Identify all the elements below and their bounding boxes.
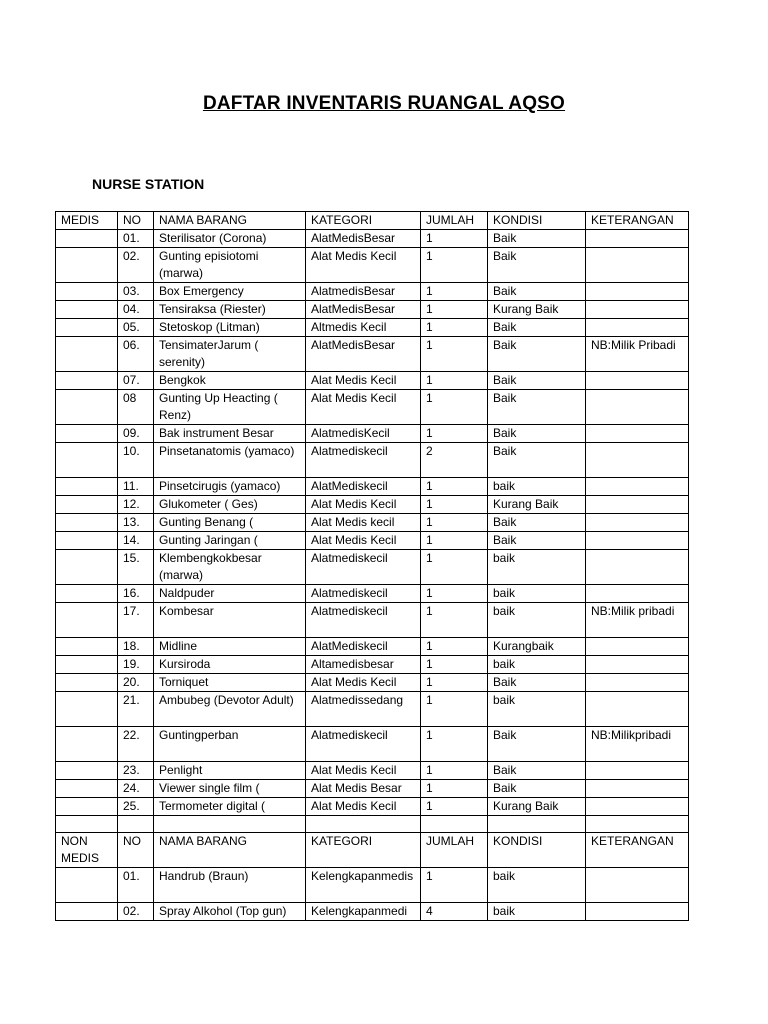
- inventory-table-body: [56, 212, 689, 921]
- item-quantity: 1: [421, 478, 488, 496]
- item-condition: Kurang Baik: [488, 301, 586, 319]
- table-row: [56, 585, 689, 603]
- table-row: [56, 337, 689, 372]
- table-row: [56, 514, 689, 532]
- table-row: [56, 230, 689, 248]
- item-notes: [586, 425, 689, 443]
- group-cell: [56, 656, 118, 674]
- item-condition: baik: [488, 692, 586, 727]
- item-category: Altamedisbesar: [306, 656, 421, 674]
- item-quantity: 1: [421, 638, 488, 656]
- item-name: Spray Alkohol (Top gun): [154, 903, 306, 921]
- column-header: KATEGORI: [306, 212, 421, 230]
- table-row: [56, 798, 689, 816]
- item-quantity: 1: [421, 390, 488, 425]
- non-medis-header-row: [56, 833, 689, 868]
- table-row: [56, 496, 689, 514]
- row-number: 12.: [118, 496, 154, 514]
- row-number: 02.: [118, 248, 154, 283]
- group-cell: [56, 638, 118, 656]
- column-header: KONDISI: [488, 833, 586, 868]
- table-row: [56, 903, 689, 921]
- item-notes: NB:Milik Pribadi: [586, 337, 689, 372]
- row-number: 15.: [118, 550, 154, 585]
- column-header: NAMA BARANG: [154, 833, 306, 868]
- table-row: [56, 727, 689, 762]
- item-category: AlatmedisBesar: [306, 283, 421, 301]
- item-notes: [586, 780, 689, 798]
- item-quantity: 1: [421, 692, 488, 727]
- item-category: Alatmediskecil: [306, 443, 421, 478]
- item-notes: NB:Milikpribadi: [586, 727, 689, 762]
- group-cell: [56, 478, 118, 496]
- row-number: 01.: [118, 230, 154, 248]
- group-cell: [56, 550, 118, 585]
- item-condition: baik: [488, 903, 586, 921]
- item-quantity: 1: [421, 762, 488, 780]
- item-condition: Baik: [488, 532, 586, 550]
- group-cell: [56, 868, 118, 903]
- item-category: Kelengkapanmedis: [306, 868, 421, 903]
- column-header: KATEGORI: [306, 833, 421, 868]
- item-category: Alat Medis Kecil: [306, 390, 421, 425]
- item-name: Handrub (Braun): [154, 868, 306, 903]
- row-number: 25.: [118, 798, 154, 816]
- item-condition: Baik: [488, 425, 586, 443]
- column-header: JUMLAH: [421, 212, 488, 230]
- table-row: [56, 301, 689, 319]
- item-quantity: 1: [421, 514, 488, 532]
- item-name: TensimaterJarum ( serenity): [154, 337, 306, 372]
- item-name: Ambubeg (Devotor Adult): [154, 692, 306, 727]
- table-row: [56, 762, 689, 780]
- item-quantity: 1: [421, 868, 488, 903]
- item-name: Stetoskop (Litman): [154, 319, 306, 337]
- group-cell: [56, 248, 118, 283]
- empty-cell: [488, 816, 586, 833]
- item-quantity: 1: [421, 674, 488, 692]
- row-number: 01.: [118, 868, 154, 903]
- item-condition: Baik: [488, 372, 586, 390]
- group-cell: [56, 727, 118, 762]
- table-row: [56, 780, 689, 798]
- item-notes: [586, 372, 689, 390]
- item-condition: baik: [488, 868, 586, 903]
- item-quantity: 1: [421, 798, 488, 816]
- group-cell: [56, 532, 118, 550]
- medis-header-row: [56, 212, 689, 230]
- item-category: AlatMedisBesar: [306, 301, 421, 319]
- item-category: Kelengkapanmedi: [306, 903, 421, 921]
- item-category: Alat Medis Kecil: [306, 248, 421, 283]
- group-cell: [56, 230, 118, 248]
- group-cell: [56, 585, 118, 603]
- item-condition: Kurangbaik: [488, 638, 586, 656]
- item-notes: [586, 692, 689, 727]
- item-quantity: 1: [421, 248, 488, 283]
- item-condition: Baik: [488, 674, 586, 692]
- item-notes: [586, 443, 689, 478]
- spacer-row: [56, 816, 689, 833]
- item-category: Alatmediskecil: [306, 603, 421, 638]
- column-header: NO: [118, 833, 154, 868]
- item-name: Gunting Jaringan (: [154, 532, 306, 550]
- row-number: 06.: [118, 337, 154, 372]
- item-notes: [586, 674, 689, 692]
- item-notes: [586, 656, 689, 674]
- item-name: Gunting episiotomi (marwa): [154, 248, 306, 283]
- empty-cell: [118, 816, 154, 833]
- row-number: 07.: [118, 372, 154, 390]
- item-quantity: 1: [421, 727, 488, 762]
- item-notes: NB:Milik pribadi: [586, 603, 689, 638]
- item-notes: [586, 283, 689, 301]
- group-cell: [56, 337, 118, 372]
- item-category: Alat Medis Kecil: [306, 762, 421, 780]
- item-name: Gunting Benang (: [154, 514, 306, 532]
- item-notes: [586, 762, 689, 780]
- item-category: AlatMediskecil: [306, 478, 421, 496]
- item-notes: [586, 532, 689, 550]
- group-cell: [56, 903, 118, 921]
- group-cell: [56, 372, 118, 390]
- item-quantity: 1: [421, 425, 488, 443]
- table-row: [56, 603, 689, 638]
- item-name: Klembengkokbesar (marwa): [154, 550, 306, 585]
- group-cell: [56, 443, 118, 478]
- row-number: 22.: [118, 727, 154, 762]
- item-condition: Baik: [488, 283, 586, 301]
- row-number: 09.: [118, 425, 154, 443]
- item-category: Alatmediskecil: [306, 585, 421, 603]
- item-category: Alat Medis Kecil: [306, 372, 421, 390]
- item-notes: [586, 514, 689, 532]
- group-cell: [56, 283, 118, 301]
- item-condition: Baik: [488, 337, 586, 372]
- item-name: Pinsetcirugis (yamaco): [154, 478, 306, 496]
- item-condition: Baik: [488, 514, 586, 532]
- group-cell: [56, 798, 118, 816]
- item-quantity: 1: [421, 283, 488, 301]
- row-number: 20.: [118, 674, 154, 692]
- row-number: 10.: [118, 443, 154, 478]
- group-cell: [56, 692, 118, 727]
- table-row: [56, 674, 689, 692]
- document-title: DAFTAR INVENTARIS RUANGAL AQSO: [202, 93, 566, 114]
- item-category: AlatMediskecil: [306, 638, 421, 656]
- item-category: Alat Medis Kecil: [306, 674, 421, 692]
- item-name: Penlight: [154, 762, 306, 780]
- item-condition: Baik: [488, 443, 586, 478]
- item-category: Alat Medis Kecil: [306, 532, 421, 550]
- item-notes: [586, 248, 689, 283]
- item-condition: Kurang Baik: [488, 798, 586, 816]
- row-number: 17.: [118, 603, 154, 638]
- table-row: [56, 372, 689, 390]
- row-number: 14.: [118, 532, 154, 550]
- row-number: 11.: [118, 478, 154, 496]
- table-row: [56, 638, 689, 656]
- section-title: NURSE STATION: [92, 176, 205, 192]
- item-name: Gunting Up Heacting ( Renz): [154, 390, 306, 425]
- item-quantity: 1: [421, 230, 488, 248]
- item-quantity: 1: [421, 301, 488, 319]
- item-quantity: 1: [421, 496, 488, 514]
- item-name: Bak instrument Besar: [154, 425, 306, 443]
- item-name: Kombesar: [154, 603, 306, 638]
- row-number: 02.: [118, 903, 154, 921]
- table-row: [56, 692, 689, 727]
- item-name: Pinsetanatomis (yamaco): [154, 443, 306, 478]
- item-category: Alatmediskecil: [306, 727, 421, 762]
- empty-cell: [56, 816, 118, 833]
- row-number: 21.: [118, 692, 154, 727]
- row-number: 05.: [118, 319, 154, 337]
- group-cell: [56, 496, 118, 514]
- table-row: [56, 283, 689, 301]
- column-header: KETERANGAN: [586, 212, 689, 230]
- item-notes: [586, 903, 689, 921]
- group-cell: [56, 603, 118, 638]
- item-notes: [586, 496, 689, 514]
- item-notes: [586, 230, 689, 248]
- item-category: AlatmedisKecil: [306, 425, 421, 443]
- empty-cell: [306, 816, 421, 833]
- table-row: [56, 443, 689, 478]
- empty-cell: [421, 816, 488, 833]
- item-quantity: 1: [421, 550, 488, 585]
- item-quantity: 1: [421, 372, 488, 390]
- table-row: [56, 868, 689, 903]
- item-name: Viewer single film (: [154, 780, 306, 798]
- row-number: 03.: [118, 283, 154, 301]
- item-notes: [586, 390, 689, 425]
- item-condition: Baik: [488, 762, 586, 780]
- group-cell: [56, 514, 118, 532]
- item-name: Tensiraksa (Riester): [154, 301, 306, 319]
- item-category: Altmedis Kecil: [306, 319, 421, 337]
- table-row: [56, 390, 689, 425]
- item-notes: [586, 478, 689, 496]
- column-header: MEDIS: [56, 212, 118, 230]
- item-condition: Baik: [488, 390, 586, 425]
- column-header: NAMA BARANG: [154, 212, 306, 230]
- item-name: Glukometer ( Ges): [154, 496, 306, 514]
- group-cell: [56, 319, 118, 337]
- item-name: Naldpuder: [154, 585, 306, 603]
- item-quantity: 2: [421, 443, 488, 478]
- item-condition: baik: [488, 550, 586, 585]
- item-quantity: 1: [421, 337, 488, 372]
- item-condition: Baik: [488, 230, 586, 248]
- table-row: [56, 248, 689, 283]
- item-condition: Baik: [488, 780, 586, 798]
- group-cell: [56, 301, 118, 319]
- item-quantity: 1: [421, 319, 488, 337]
- row-number: 19.: [118, 656, 154, 674]
- item-notes: [586, 585, 689, 603]
- item-notes: [586, 638, 689, 656]
- item-category: AlatMedisBesar: [306, 337, 421, 372]
- row-number: 13.: [118, 514, 154, 532]
- item-name: Termometer digital (: [154, 798, 306, 816]
- item-quantity: 1: [421, 780, 488, 798]
- table-row: [56, 532, 689, 550]
- group-cell: [56, 674, 118, 692]
- item-quantity: 1: [421, 532, 488, 550]
- item-category: Alat Medis Kecil: [306, 496, 421, 514]
- inventory-table: [55, 211, 689, 921]
- empty-cell: [586, 816, 689, 833]
- row-number: 08: [118, 390, 154, 425]
- empty-cell: [154, 816, 306, 833]
- item-condition: baik: [488, 585, 586, 603]
- item-notes: [586, 319, 689, 337]
- item-name: Guntingperban: [154, 727, 306, 762]
- item-notes: [586, 798, 689, 816]
- item-notes: [586, 550, 689, 585]
- item-condition: Baik: [488, 319, 586, 337]
- item-condition: Baik: [488, 727, 586, 762]
- item-notes: [586, 868, 689, 903]
- item-quantity: 4: [421, 903, 488, 921]
- item-quantity: 1: [421, 656, 488, 674]
- item-name: Torniquet: [154, 674, 306, 692]
- item-notes: [586, 301, 689, 319]
- row-number: 16.: [118, 585, 154, 603]
- item-quantity: 1: [421, 603, 488, 638]
- item-category: Alat Medis Kecil: [306, 798, 421, 816]
- table-row: [56, 425, 689, 443]
- group-cell: [56, 425, 118, 443]
- item-category: Alatmediskecil: [306, 550, 421, 585]
- item-condition: baik: [488, 603, 586, 638]
- item-name: Sterilisator (Corona): [154, 230, 306, 248]
- row-number: 23.: [118, 762, 154, 780]
- item-condition: Kurang Baik: [488, 496, 586, 514]
- table-row: [56, 478, 689, 496]
- row-number: 18.: [118, 638, 154, 656]
- item-condition: baik: [488, 478, 586, 496]
- item-name: Midline: [154, 638, 306, 656]
- column-header: NON MEDIS: [56, 833, 118, 868]
- group-cell: [56, 390, 118, 425]
- item-name: Bengkok: [154, 372, 306, 390]
- item-category: AlatMedisBesar: [306, 230, 421, 248]
- item-category: Alat Medis kecil: [306, 514, 421, 532]
- item-quantity: 1: [421, 585, 488, 603]
- column-header: JUMLAH: [421, 833, 488, 868]
- column-header: KONDISI: [488, 212, 586, 230]
- table-row: [56, 656, 689, 674]
- item-category: Alatmedissedang: [306, 692, 421, 727]
- table-row: [56, 550, 689, 585]
- table-row: [56, 319, 689, 337]
- row-number: 04.: [118, 301, 154, 319]
- group-cell: [56, 762, 118, 780]
- column-header: NO: [118, 212, 154, 230]
- item-name: Kursiroda: [154, 656, 306, 674]
- item-condition: baik: [488, 656, 586, 674]
- column-header: KETERANGAN: [586, 833, 689, 868]
- item-category: Alat Medis Besar: [306, 780, 421, 798]
- item-name: Box Emergency: [154, 283, 306, 301]
- item-condition: Baik: [488, 248, 586, 283]
- row-number: 24.: [118, 780, 154, 798]
- group-cell: [56, 780, 118, 798]
